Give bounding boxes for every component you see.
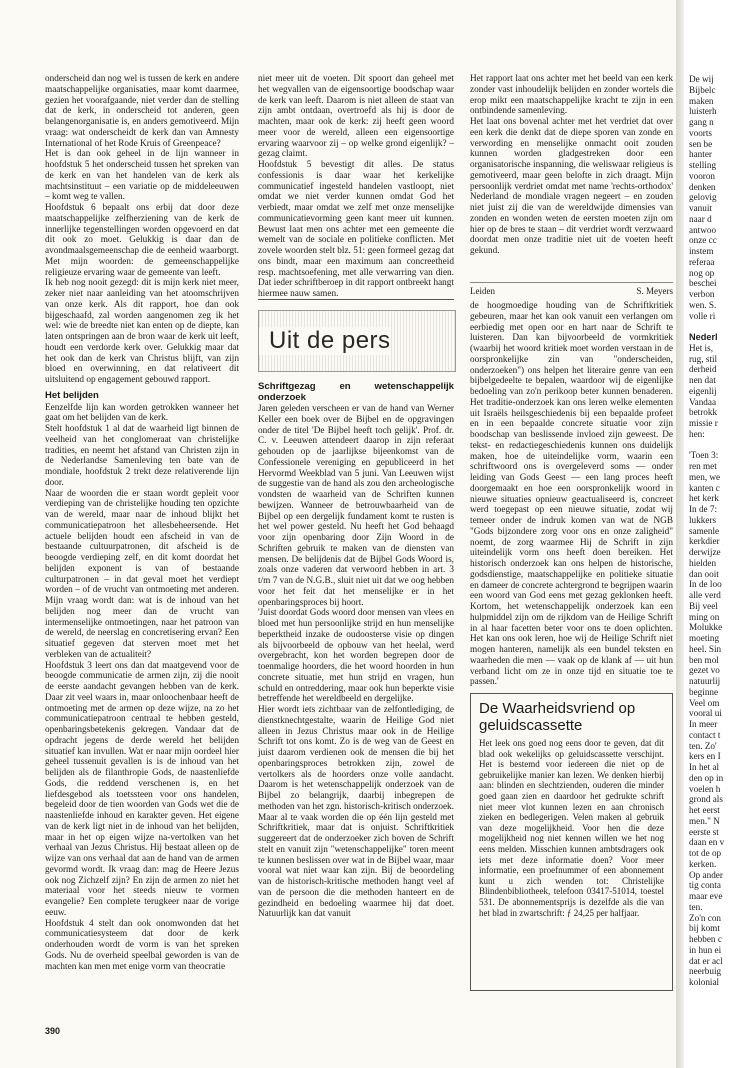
- adjacent-page-line: Bijbelc: [689, 84, 716, 95]
- adjacent-page-line: hen:: [689, 428, 705, 439]
- adjacent-page-line: nog op: [689, 267, 715, 278]
- adjacent-page-line: neerbuig: [689, 966, 722, 977]
- adjacent-page-line: antwoo: [689, 224, 717, 235]
- adjacent-page-line: moeting: [689, 633, 720, 643]
- paragraph: Het rapport laat ons achter met het beeld van een kerk zonder vast inhoudelijk belijden en zonder wortels die erop mikt een maatschappelijke kracht te zijn in een ontbindende samenleving.: [470, 74, 673, 117]
- paragraph: Eenzelfde lijn kan worden getrokken wanneer het gaat om het belijden van de kerk.: [45, 402, 239, 424]
- adjacent-page-line: men, we: [689, 471, 721, 482]
- adjacent-page-line: grond als: [689, 794, 723, 805]
- adjacent-page-line: kers en I: [689, 751, 721, 762]
- page-number: 390: [45, 1026, 61, 1036]
- adjacent-page-line: Nederl: [689, 332, 718, 342]
- adjacent-page-line: hanter: [689, 149, 712, 160]
- column-3-bottom: [470, 301, 673, 687]
- adjacent-page-line: vooral ui: [689, 708, 722, 719]
- adjacent-page-line: eerste st: [689, 826, 719, 837]
- adjacent-page-line: dat er acl: [689, 955, 723, 966]
- adjacent-page-line: kerken.: [689, 858, 717, 869]
- adjacent-page-line: betrokk: [689, 407, 718, 418]
- adjacent-page-line: beschei: [689, 278, 717, 289]
- paragraph: Stelt hoofdstuk 1 al dat de waarheid ligt binnen de veelheid van het conglomeraat van christelijke tradities, en neemt het afstand van Christen zijn in de Nederlandse Samenleving ten bate van de mondiale, hoofdstuk 2 trekt deze relativerende lijn door.: [45, 424, 239, 488]
- notice-box-title: De Waarheidsvriend op geluidscassette: [479, 700, 636, 734]
- adjacent-page-line: vooron: [689, 170, 716, 181]
- adjacent-page-line: missie r: [689, 418, 718, 428]
- adjacent-page-line: daan en v: [689, 837, 725, 848]
- adjacent-page-line: kolonial: [689, 977, 720, 987]
- section-divider: [258, 299, 454, 300]
- adjacent-page-line: vanuit: [689, 203, 712, 213]
- adjacent-page-line: [689, 440, 737, 451]
- adjacent-page-line: kanten c: [689, 482, 720, 493]
- paragraph: onderscheid dan nog wel is tussen de kerk en andere maatschappelijke organisaties, maar komt daarmee, gezien het voorafgaande, niet verder dan de stelling dat de kerk, in onderscheid tot anderen, geen belangenorganisatie is, en anders gemotiveerd. Mijn vraag: wat onderscheidt de kerk dan van Amnesty International of het Rode Kruis of Greenpeace?: [45, 74, 239, 149]
- adjacent-page-line: Bij veel: [689, 600, 718, 611]
- adjacent-page-line: maken: [689, 95, 714, 106]
- adjacent-page-line: In meer: [689, 719, 718, 729]
- adjacent-page-line: denken: [689, 181, 716, 192]
- adjacent-page-line: Vandaa: [689, 396, 717, 407]
- adjacent-page-line: In het al: [689, 762, 720, 772]
- adjacent-page-line: onze cc: [689, 235, 717, 246]
- adjacent-page-line: in hun ei: [689, 944, 722, 955]
- signature-place: Leiden: [470, 286, 495, 296]
- adjacent-page-line: ben mol: [689, 654, 719, 665]
- adjacent-page-line: het kerk: [689, 493, 719, 504]
- paragraph: Jaren geleden verscheen er van de hand van Werner Keller een boek over de Bijbel en de opgravingen onder de titel 'De Bijbel heeft toch gelijk'. Prof. dr. C. v. Leeuwen attendeert daarop in zijn referaat gehouden op de jaarlijkse bijeenkomst van de Confessionele vereniging en gepubliceerd in het Hervormd Weekblad van 5 juni. Van Leeuwen wijst de suggestie van de hand als zou den archeologische vondsten de waarheid van de Schriften kunnen bewijzen. Wanneer de betrouwbaarheid van de Bijbel op een dergelijk fundament komt te rusten is het wel power gesteld. Nu heeft het God behaagd voor zijn openbaring door Zijn Woord in de Schriften gebruik te maken van de diensten van mensen. De belijdenis dat de Bijbel Gods Woord is, zoals onze vaderen dat verwoord hebben in art. 3 t/m 7 van de N.G.B., sluit niet uit dat we oog hebben voor het feit dat het menselijke er in het openbaringsproces bij hoort.: [258, 404, 454, 608]
- adjacent-page-line: nen dat: [689, 375, 716, 385]
- paragraph: Hoofdstuk 6 bepaalt ons erbij dat door deze maatschappelijke zelfherziening van de kerk de innerlijke tegenstellingen worden opgevoerd en dat dit ook zo moet. Gelukkig is daar dan de avondmaalsgemeenschap die de eenheid waarborgt. Met mijn woorden: de gemeenschappelijke religieuze ervaring waar de gemeente van leeft.: [45, 203, 239, 278]
- adjacent-page-line: bij komt: [689, 923, 720, 934]
- column-1: [45, 74, 239, 1016]
- adjacent-page-line: alle verd: [689, 590, 721, 600]
- notice-box-text: Het leek ons goed nog eens door te geven, dat dit blad ook wekelijks op geluidscassette verschijnt. Het is bestemd voor iedereen die niet op de gebruikelijke manier kan lezen. We denken hierbij aan: blinden en slechtzienden, ouderen die minder goed gaan zien en daardoor het gedrukte schrift niet meer vlot kunnen lezen en aan chronisch zieken en bedlegerigen. Velen maken al gebruik van deze mogelijkheid. Voor hen die deze mogelijkheid nog niet kennen willen we het nog eens melden. Misschien kunnen ambtsdragers ook iets met deze informatie doen? Voor meer informatie, een proefnummer of een abonnement kunt u zich wenden tot: Christelijke Blindenbibliotheek, telefoon 03417-51014, toestel 531. De abonnementsprijs is dezelfde als die van het blad in zwartschrift: ƒ 24,25 per halfjaar.: [479, 738, 664, 918]
- adjacent-page-line: hielden: [689, 557, 717, 568]
- adjacent-page-line: sen be: [689, 138, 713, 149]
- adjacent-page-line: samenle: [689, 525, 720, 536]
- paragraph: 'Juist doordat Gods woord door mensen van vlees en bloed met hun persoonlijke strijd en hun menselijke beperktheid inzake de oudoostersе visie op dingen als bijvoorbeeld de opbouw van het heelal, werd overgebracht, kon het worden begrepen door de toenmalige hoorders, die het woord hoorden in hun concrete situatie, met hun strijd en vragen, hun schuld en ontreddering, maar ook hun beperkte visie betreffende het wereldbeeld en dergelijke.: [258, 608, 454, 705]
- adjacent-page-line: maar eve: [689, 891, 723, 901]
- adjacent-page-line: kerkdier: [689, 536, 720, 547]
- adjacent-page-line: gezet vo: [689, 665, 720, 676]
- adjacent-page-line: contact t: [689, 729, 721, 740]
- adjacent-page-line: gelovig: [689, 192, 717, 203]
- adjacent-page-line: Molukke: [689, 622, 723, 633]
- adjacent-page-line: het eerst: [689, 805, 720, 815]
- paragraph: Hoofdstuk 3 leert ons dan dat maatgevend voor de beoogde communicatie de armen zijn, zij die nooit de eerste aandacht gevangen hebben van de kerk. Daar zit veel waars in, maar onloochenbaar heeft de ontmoeting met de armen op deze wijze, na zo het communicatiepatroon centraal te hebben gesteld, openbaringsbetekenis gekregen. Vandaar dat de opdracht jegens de derde wereld het belijden situatief kan invullen. Wat er naar mijn oordeel hier geheel tussenuit gevallen is is de inhoud van het belijden als de filanthropie Gods, de naastenliefde Gods, die reddend verschenen is, en het liefdesgebod als toetssteen voor ons handelen, begeleid door de tien woorden van Gods wet die de naastenliefde inhoud en karakter geven. Het eigene van de kerk ligt niet in de inhoud van het belijden, maar in het op eigen wijze na-vertolken van het verhaal van Jezus Christus. Hij bestaat alleen op de wijze van ons verhaal dat aan de hand van de armen gevormd wordt. Ik vraag dan: mag de Heere Jezus ook nog Zichzelf zijn? En zijn de armen zo niet het materiaal voor het steeds nieuw te vormen evangelie? Een complete terugkeer naar de vorige eeuw.: [45, 660, 239, 918]
- paragraph: Hoofdstuk 4 stelt dan ook onomwonden dat het communicatiesysteem dat door de kerk onderhouden wordt de vorm is van het spreken Gods. Nu de overheid speelbal geworden is van de machten kan men met enige vorm van theocratie: [45, 918, 239, 972]
- adjacent-page-line: wen. S.: [689, 299, 717, 310]
- adjacent-page-line: ten.: [689, 901, 703, 912]
- adjacent-page-line: tot de op: [689, 848, 722, 858]
- adjacent-page-line: heel. Sin: [689, 643, 722, 654]
- section-banner: [258, 310, 456, 372]
- adjacent-page-line: Zo'n con: [689, 912, 722, 923]
- column-3-top: [470, 74, 673, 281]
- paragraph: Naar de woorden die er staan wordt gepleit voor verdieping van de christelijke houding ten opzichte van de wereld, maar naar de inhoud blijkt het communicatiepatroon het allesbeheersende. Het actuele belijden houdt een afscheid in van de bestaande cultuurpatronen, dit afscheid is de beoogde verdieping zelf, en dit komt doordat het belijden exponent is van of bestaande culturpatronen – in dat geval moet het verdiept worden – of de vrucht van ontmoeting met anderen. Mijn vraag wordt dan: wat is de inhoud van het belijden nog meer dan de vrucht van intermenselijke ontmoetingen, naar het patroon van de wereld, de neerslag en concretisering ervan? Een situatief gegeven dat sterven moet met het verbleken van de actualiteit?: [45, 488, 239, 660]
- article-signature: [470, 282, 673, 298]
- adjacent-page-line: Op ander: [689, 869, 723, 880]
- adjacent-page-line: lukkers: [689, 514, 717, 525]
- adjacent-page-line: Veel om: [689, 697, 720, 708]
- adjacent-page-line: luisterh: [689, 106, 717, 117]
- section-banner-title: Uit de pers: [259, 327, 391, 355]
- paragraph: de hoogmoedige houding van de Schriftkritiek gebeuren, maar het kan ook vanuit een verlangen om eerbiedig met open oor en hart naar de Schrift te luisteren. Dan kan bijvoorbeeld de vormkritiek (waarbij het woord kritiek moet worden verstaan in de oorspronkelijke zin van "onderscheiden, onderzoeken") ons helpen het literaire genre van een bijbelgedeelte te bepalen, waardoor wij de eigenlijke bedoeling van zo'n perikoop beter kunnen benaderen. Het traditie-onderzoek kan ons leren welke elementen uit Israëls heilsgeschiedenis bij een bepaalde profeet en in een bepaalde concrete situatie voor zijn boodschap van beslissende invloed zijn geweest. De tekst- en redactiegeschiedenis kunnen ons duidelijk maken, hoe de uiteindelijke vorm, waarin een schriftwoord ons is overgeleverd soms — onder leiding van Gods Geest — een lang proces heeft doorgemaakt en hoe een oorspronkelijk woord in nieuwe situaties opnieuw geactualiseerd is, concreet werd toegepast op een nieuwe situatie, zodat wij temeer onder de indruk komen van wat de NGB "Gods bijzondere zorg voor ons en onze zaligheid" noemt, de zorg waarmee Hij de Schrift in zijn uiteindelijk vorm ons heeft doen bereiken. Het historisch onderzoek kan ons helpen de historische, godsdienstige, maatschappelijke en politieke situatie en dameer de concrete achtergrond te begrijpen waarin een woord van God eens met gezag geklonken heeft. Kortom, het wetenschappelijk onderzoek kan een hulpmiddel zijn om de rijkdom van de Heilige Schrift in al haar facetten beter voor ons te doen oplichten. Het kan ons ook leren, hoe wij de Heilige Schrift niet mogen hanteren, namelijk als een bundel teksten en waarheden die men — vaak op de klank af — uit hun verband licht om ze in onze tijd en situatie toe te passen.': [470, 301, 673, 688]
- adjacent-page-line: natuurlij: [689, 676, 721, 686]
- adjacent-page-line: voorts: [689, 127, 712, 138]
- adjacent-page-line: De wij: [689, 74, 714, 84]
- adjacent-page-line: den op in: [689, 772, 724, 783]
- notice-box: [470, 693, 673, 991]
- adjacent-page-line: ming on: [689, 611, 720, 622]
- paragraph: Hoofdstuk 5 bevestigt dit alles. De status confessionis is daar waar het kerkelijke communicatief ingesteld handelen vastloopt, niet omdat we niet verder kunnen omdat God het verbiedt, maar omdat we zelf met onze menselijke communicatievorming geen kant meer uit kunnen. Bewust laat men ons achter met een gemeente die wemelt van de sociale en politieke conflicten. Met zovele woorden stelt blz. 51: geen formeel gezag dat ons bindt, maar een maximum aan concreetheid resp. machtsoefening, met alle verwarring van dien. Dat ieder schriftberoep in dit rapport ontbreekt hangt hiermee nauw samen.: [258, 160, 454, 299]
- paragraph: niet meer uit de voeten. Dit spoort dan geheel met het wegvallen van de eigensoortige boodschap waar de kerk van leeft. Daarom is niet alleen de staat van zijn ambt ontdaan, overtroefd als hij is door de machten, maar ook de kerk: zij heeft geen woord meer voor de wereld, alleen een eigensoortige ervaring waarvoor zij – op welke grond eigenlijk? – gezag claimt.: [258, 74, 454, 160]
- adjacent-page-line: gang n: [689, 117, 714, 127]
- adjacent-page-line: stelling: [689, 160, 717, 170]
- adjacent-page-line: In de loo: [689, 579, 722, 590]
- adjacent-page-column: [689, 74, 737, 990]
- adjacent-page-line: hebben c: [689, 934, 722, 944]
- adjacent-page-line: instem: [689, 246, 714, 256]
- paragraph: Het laat ons bovenal achter met het verdriet dat over een kerk die denkt dat de diepe sporen van zonde en verwording en menselijke onmacht ooit zouden kunnen worden gladgestreken door een organisatorische inspanning, die weliswaar religieus is gemotiveerd, maar geen belofte in zich draagt. Mijn persoonlijk verdriet omdat met name 'rechts-orthodox' Nederland de mondiale vragen negeert – en zouden niet juist zij die van de wereldwijde dimensies van zonden en wonden weten de eersten moeten zijn om hier op de bres te staan – dit verdriet wordt verzwaard doordat men onze traditie niet uit de voeten heeft gekund.: [470, 117, 673, 256]
- paragraph: Hier wordt iets zichtbaar van de zelfontlediging, de dienstknechtgestalte, waarin de Heilige God niet alleen in Jezus Christus maar ook in de Heilige Schrift tot ons komt. Zo is de weg van de Geest en juist daarom verdienen ook de mensen die bij het openbaringsproces betrokken zijn, zowel de vertolkers als de hoorders onze volle aandacht. Daarom is het wetenschappelijk onderzoek van de Bijbel zo belangrijk, daarbij inbegrepen de methoden van het zgn. historisch-kritisch onderzoek. Maar al te vaak worden die op één lijn gesteld met Schriftkritiek, maar dat is onjuist. Schriftkritiek suggereert dat de onderzoeker zich boven de Schrift stelt en vanuit zijn "wetenschappelijke" toren meent te kunnen beslissen over wat in de Bijbel waar, maar vooral wat niet waar kan zijn. Bij de beoordeling van de historisch-kritische methoden hangt veel af van de persoon die die methoden hanteert en de gezindheid en bedoeling waarmee hij dat doet. Natuurlijk kan dat vanuit: [258, 705, 454, 920]
- adjacent-page-line: 'Toen 3:: [689, 450, 719, 461]
- paragraph: Ik heb nog nooit gezegd: dit is mijn kerk niet meer, zeker niet naar aanleiding van het atoomschrijven van onze kerk. Als dit rapport, hoe dan ook bijgeschaafd, zal worden aangenomen zeg ik het wel: wie de breedte niet kan enten op de diepte, kan laten ontspringen aan de bron waar de kerk uit leeft, houdt een verdorde kerk over. Gelukkig maar dat het ook dan de kerk van Christus blijft, van zijn bloed en overwinning, en dat relativeert dit uitsluitend op engagement gebouwd rapport.: [45, 278, 239, 385]
- column-2-bottom: [258, 381, 454, 1016]
- adjacent-page-line: Het is,: [689, 342, 713, 353]
- adjacent-page-line: [689, 321, 737, 332]
- signature-author: S. Meyers: [636, 286, 673, 296]
- adjacent-page-line: men." N: [689, 815, 720, 826]
- adjacent-page-line: ren met: [689, 461, 717, 471]
- paragraph: Het is dan ook geheel in de lijn wanneer in hoofdstuk 5 het onderscheid tussen het spreken van de kerk en van het handelen van de kerk als machtsinstituut – een variatie op de middeleeuwen – komt weg te vallen.: [45, 149, 239, 203]
- column-2-top: [258, 74, 454, 299]
- adjacent-page-line: voelen h: [689, 783, 721, 794]
- adjacent-page-line: referaa: [689, 256, 715, 267]
- adjacent-page-line: verbon: [689, 289, 715, 299]
- adjacent-page-line: In de 7:: [689, 504, 718, 514]
- adjacent-page-line: eigenlij: [689, 385, 717, 396]
- adjacent-page-line: ten. Zo': [689, 740, 717, 751]
- section-heading-belijden: Het belijden: [45, 389, 99, 401]
- adjacent-page-line: rug, stil: [689, 353, 718, 364]
- adjacent-page-line: naar d: [689, 213, 712, 224]
- article-heading: Schriftgezag en wetenschappelijk onderzoek: [258, 381, 454, 403]
- adjacent-page-line: derwijze: [689, 547, 721, 557]
- adjacent-page-line: dan ooit: [689, 568, 719, 579]
- adjacent-page-line: derheid: [689, 364, 717, 375]
- adjacent-page-line: beginne: [689, 686, 719, 697]
- adjacent-page-line: tig conta: [689, 880, 721, 891]
- adjacent-page-line: volle ri: [689, 310, 716, 321]
